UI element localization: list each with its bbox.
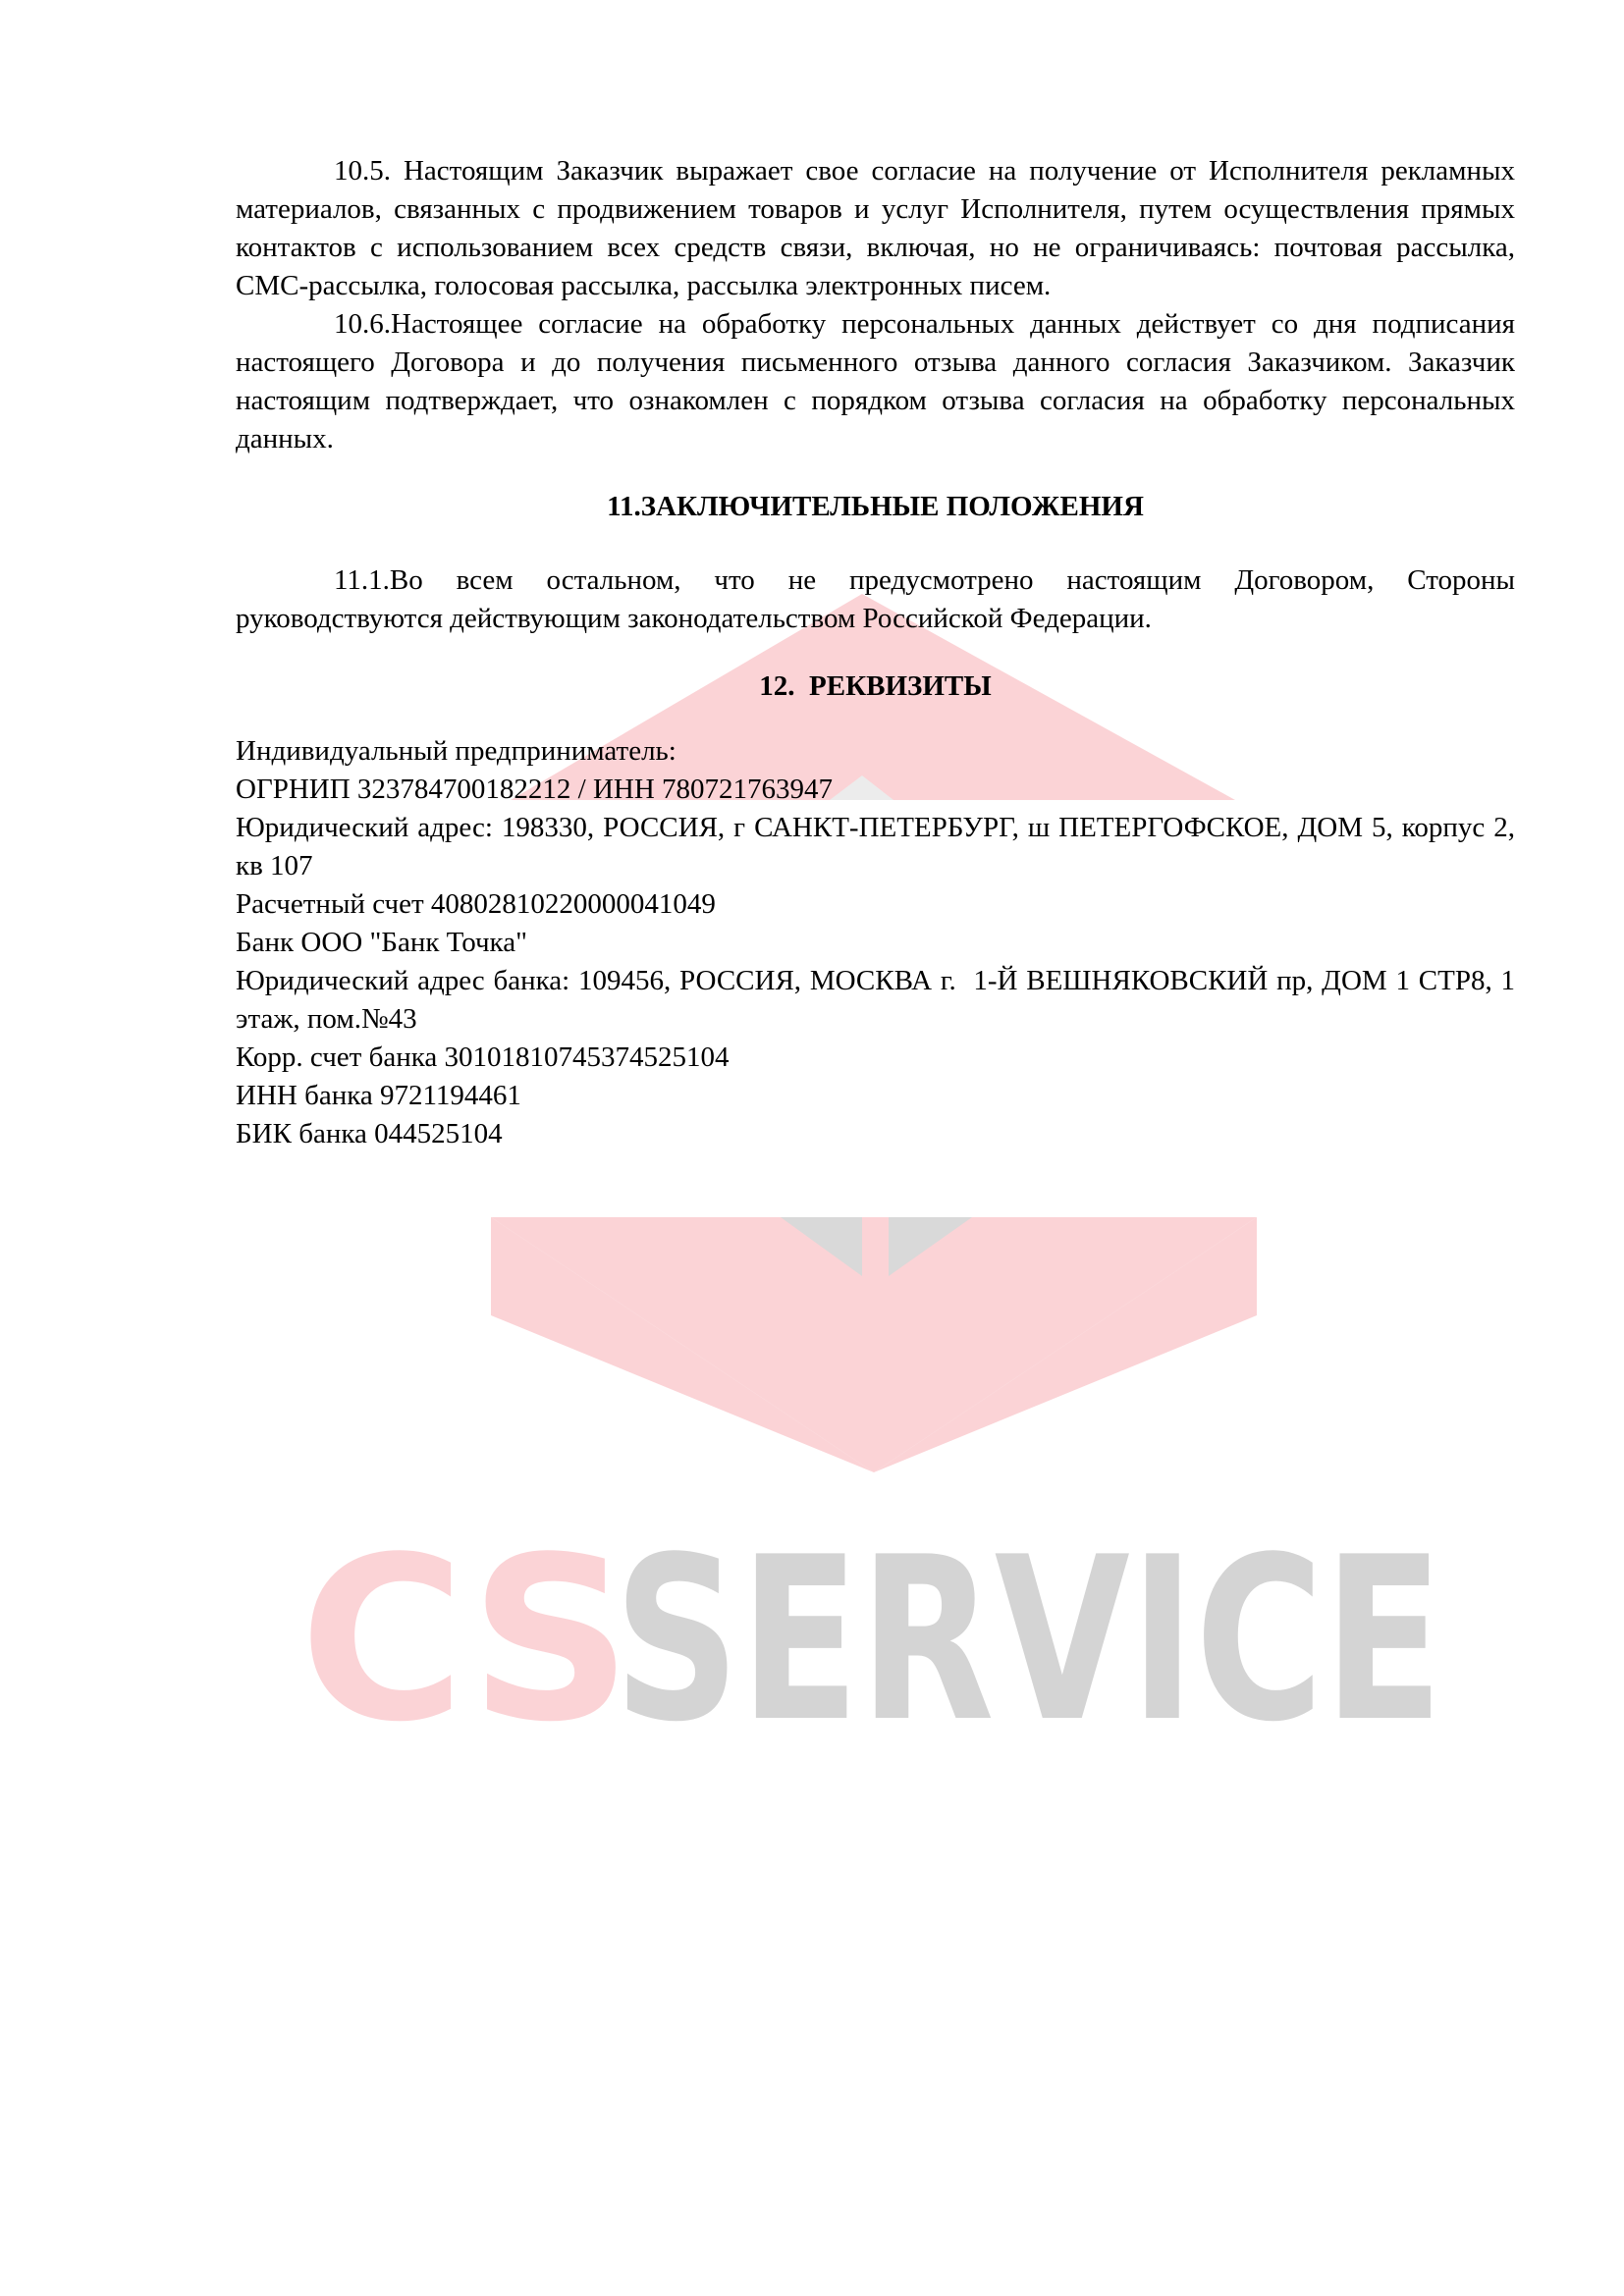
paragraph-11-1: 11.1.Во всем остальном, что не предусмотрено настоящим Договором, Стороны руководствуются действующим законодательством Российской Федерации. [236,564,1515,634]
section-12-heading: 12. РЕКВИЗИТЫ [759,670,992,702]
requisite-account: Расчетный счет 40802810220000041049 [236,888,716,920]
requisite-entrepreneur: Индивидуальный предприниматель: [236,735,677,767]
watermark-service-text: SERVICE [614,1510,1443,1772]
watermark-cs-text: CS [299,1510,632,1772]
document-body [236,152,1523,1153]
requisite-corr-account: Корр. счет банка 30101810745374525104 [236,1041,730,1073]
requisites-block [236,732,1523,1153]
requisite-legal-address: Юридический адрес: 198330, РОССИЯ, г САНКТ-ПЕТЕРБУРГ, ш ПЕТЕРГОФСКОЕ, ДОМ 5, корпус 2, кв 107 [236,812,1515,881]
requisite-bank: Банк ООО "Банк Точка" [236,927,527,958]
requisite-ogrnip-inn: ОГРНИП 323784700182212 / ИНН 780721763947 [236,774,834,805]
requisite-bank-inn: ИНН банка 9721194461 [236,1080,521,1111]
requisite-bank-address: Юридический адрес банка: 109456, РОССИЯ, МОСКВА г. 1-Й ВЕШНЯКОВСКИЙ пр, ДОМ 1 СТР8, 1 этаж, пом.№43 [236,965,1523,1035]
paragraph-10-5: 10.5. Настоящим Заказчик выражает свое согласие на получение от Исполнителя рекламных материалов, связанных с продвижением товаров и услуг Исполнителя, путем осуществления прямых контактов с использованием всех средств связи, включая, но не ограничиваясь: почтовая рассылка, СМС-рассылка, голосовая рассылка, рассылка электронных писем. [236,155,1515,301]
requisite-bank-bik: БИК банка 044525104 [236,1118,503,1149]
paragraph-10-6: 10.6.Настоящее согласие на обработку персональных данных действует со дня подписания настоящего Договора и до получения письменного отзыва данного согласия Заказчиком. Заказчик настоящим подтверждает, что ознакомлен с порядком отзыва согласия на обработку персональных данных. [236,308,1515,454]
section-11-heading: 11.ЗАКЛЮЧИТЕЛЬНЫЕ ПОЛОЖЕНИЯ [607,491,1144,522]
